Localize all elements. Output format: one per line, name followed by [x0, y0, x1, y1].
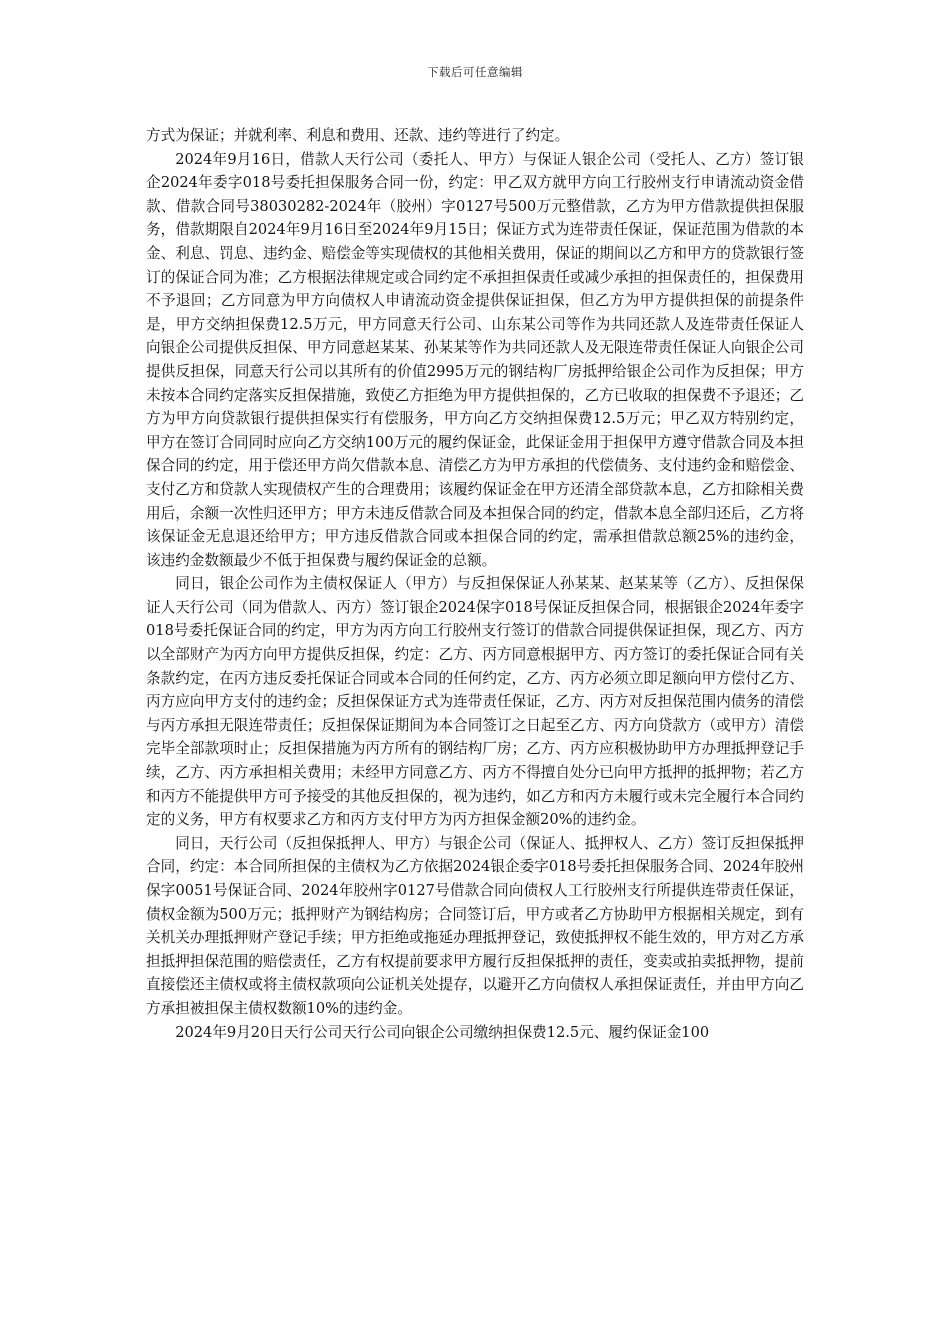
paragraph: 2024年9月16日，借款人天行公司（委托人、甲方）与保证人银企公司（受托人、乙方）签订银企2024年委字018号委托担保服务合同一份，约定：甲乙双方就甲方向工行胶州支行申请流动资金借款、借款合同号38030282-2024年（胶州）字0127号500万元整借款，乙方为甲方借款提供担保服务，借款期限自2024年9月16日至2024年9月15日；保证方式为连带责任保证，保证范围为借款的本金、利息、罚息、违约金、赔偿金等实现债权的其他相关费用，保证的期间以乙方和甲方的贷款银行签订的保证合同为准；乙方根据法律规定或合同约定不承担担保责任或减少承担的担保责任的，担保费用不予退回；乙方同意为甲方向债权人申请流动资金提供保证担保，但乙方为甲方提供担保的前提条件是，甲方交纳担保费12.5万元，甲方同意天行公司、山东某公司等作为共同还款人及连带责任保证人向银企公司提供反担保、甲方同意赵某某、孙某某等作为共同还款人及无限连带责任保证人向银企公司提供反担保，同意天行公司以其所有的价值2995万元的钢结构厂房抵押给银企公司作为反担保；甲方未按本合同约定落实反担保措施，致使乙方拒绝为甲方提供担保的，乙方已收取的担保费不予退还；乙方为甲方向贷款银行提供担保实行有偿服务，甲方向乙方交纳担保费12.5万元；甲乙双方特别约定，甲方在签订合同同时应向乙方交纳100万元的履约保证金，此保证金用于担保甲方遵守借款合同及本担保合同的约定，用于偿还甲方尚欠借款本息、清偿乙方为甲方承担的代偿债务、支付违约金和赔偿金、支付乙方和贷款人实现债权产生的合理费用；该履约保证金在甲方还清全部贷款本息，乙方扣除相关费用后，余额一次性归还甲方；甲方未违反借款合同及本担保合同的约定，借款本息全部归还后，乙方将该保证金无息退还给甲方；甲方违反借款合同或本担保合同的约定，需承担借款总额25%的违约金，该违约金数额最少不低于担保费与履约保证金的总额。 [146, 150, 804, 569]
paragraph: 同日，银企公司作为主债权保证人（甲方）与反担保保证人孙某某、赵某某等（乙方）、反担保保证人天行公司（同为借款人、丙方）签订银企2024保字018号保证反担保合同，根据银企2024年委字018号委托保证合同的约定，甲方为丙方向工行胶州支行签订的借款合同提供保证担保，现乙方、丙方以全部财产为丙方向甲方提供反担保，约定：乙方、丙方同意根据甲方、丙方签订的委托保证合同有关条款约定，在丙方违反委托保证合同或本合同的任何约定，乙方、丙方必须立即足额向甲方偿付乙方、丙方应向甲方支付的违约金；反担保保证方式为连带责任保证，乙方、丙方对反担保范围内债务的清偿与丙方承担无限连带责任；反担保保证期间为本合同签订之日起至乙方、丙方向贷款方（或甲方）清偿完毕全部款项时止；反担保措施为丙方所有的钢结构厂房；乙方、丙方应积极协助甲方办理抵押登记手续，乙方、丙方承担相关费用；未经甲方同意乙方、丙方不得擅自处分已向甲方抵押的抵押物；若乙方和丙方不能提供甲方可予接受的其他反担保的，视为违约，如乙方和丙方未履行或未完全履行本合同约定的义务，甲方有权要求乙方和丙方支付甲方为丙方担保金额20%的违约金。 [146, 575, 804, 829]
page-header: 下载后可任意编辑 [427, 65, 523, 79]
document-body [146, 124, 804, 1044]
paragraph: 方式为保证；并就利率、利息和费用、还款、违约等进行了约定。 [146, 127, 570, 144]
paragraph: 同日，天行公司（反担保抵押人、甲方）与银企公司（保证人、抵押权人、乙方）签订反担保抵押合同，约定：本合同所担保的主债权为乙方依据2024银企委字018号委托担保服务合同、2024年胶州保字0051号保证合同、2024年胶州字0127号借款合同向债权人工行胶州支行所提供连带责任保证，债权金额为500万元；抵押财产为钢结构房；合同签订后，甲方或者乙方协助甲方根据相关规定，到有关机关办理抵押财产登记手续；甲方拒绝或拖延办理抵押登记，致使抵押权不能生效的，甲方对乙方承担抵押担保范围的赔偿责任，乙方有权提前要求甲方履行反担保抵押的责任，变卖或拍卖抵押物，提前直接偿还主债权或将主债权款项向公证机关处提存，以避开乙方向债权人承担保证责任，并由甲方向乙方承担被担保主债权数额10%的违约金。 [146, 834, 804, 1017]
paragraph: 2024年9月20日天行公司天行公司向银企公司缴纳担保费12.5元、履约保证金100 [175, 1023, 710, 1041]
